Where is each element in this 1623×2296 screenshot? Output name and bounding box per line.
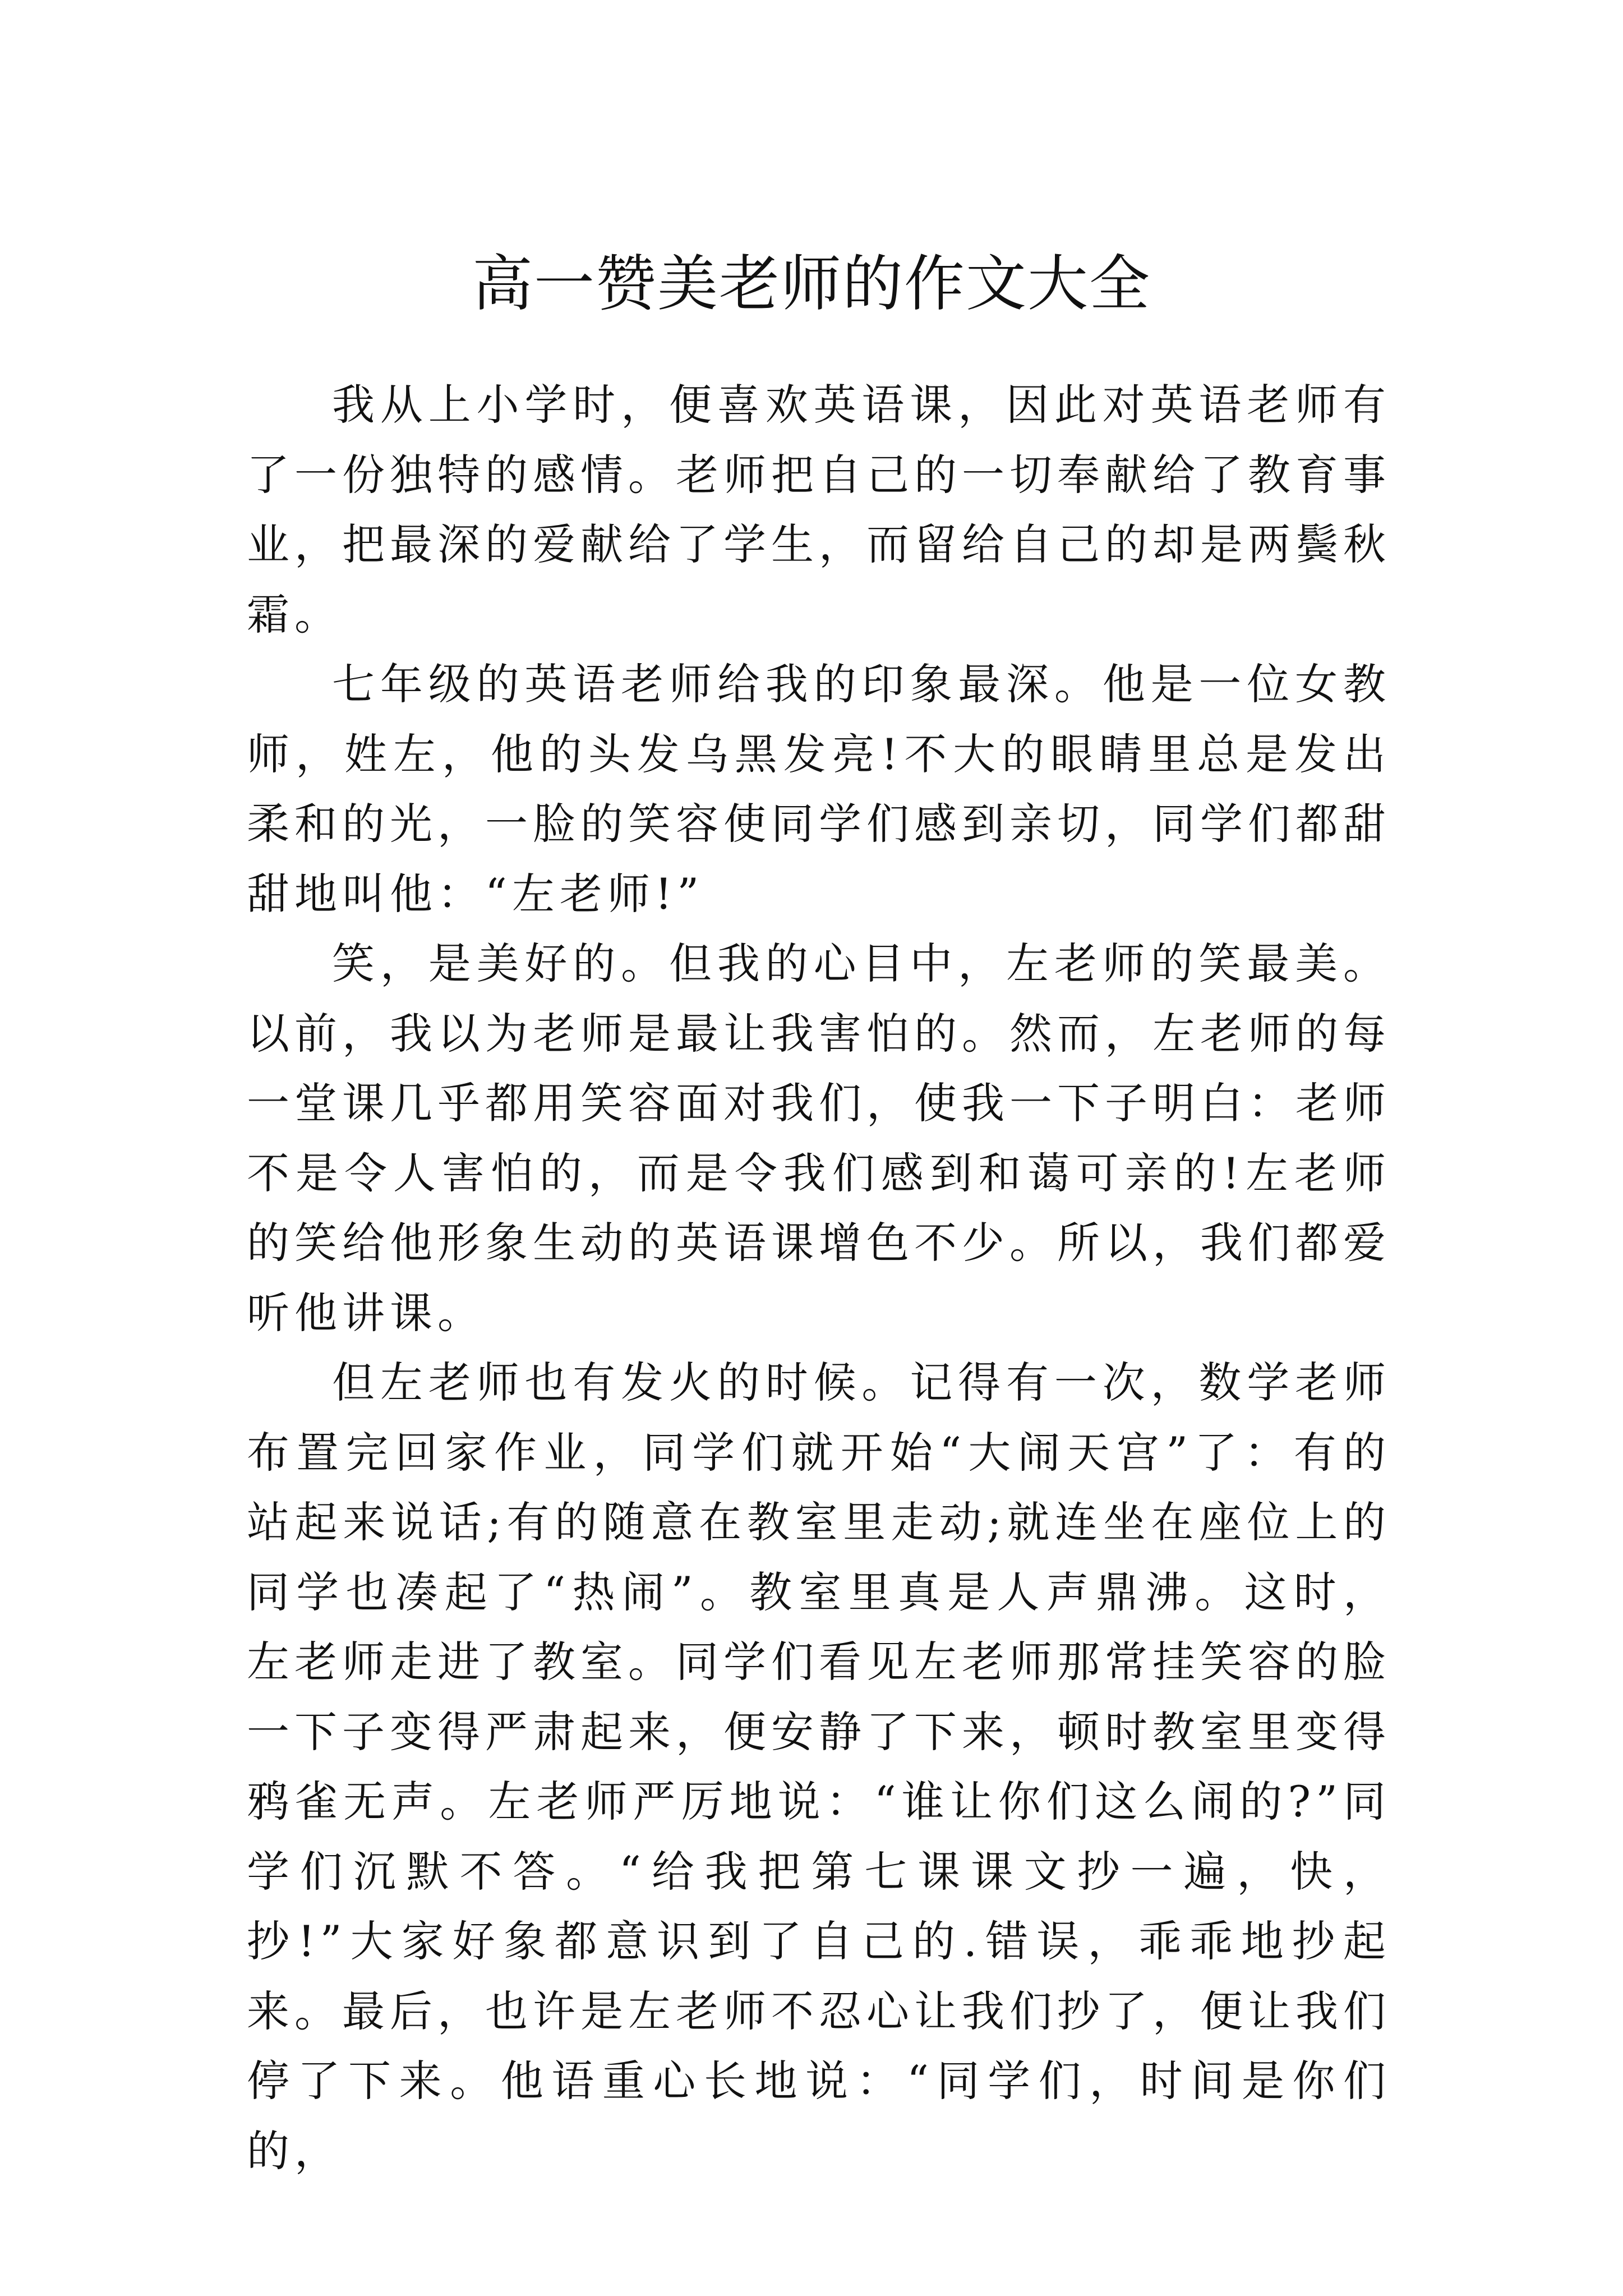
- paragraph-1: 我从上小学时，便喜欢英语课，因此对英语老师有了一份独特的感情。老师把自己的一切奉献给了教育事业，把最深的爱献给了学生，而留给自己的却是两鬓秋霜。: [247, 380, 1391, 639]
- paragraph-3: 笑，是美好的。但我的心目中，左老师的笑最美。以前，我以为老师是最让我害怕的。然而，左老师的每一堂课几乎都用笑容面对我们，使我一下子明白：老师不是令人害怕的，而是令我们感到和蔼可亲的!左老师的笑给他形象生动的英语课增色不少。所以，我们都爱听他讲课。: [247, 938, 1391, 1338]
- paragraph-4: 但左老师也有发火的时候。记得有一次，数学老师布置完回家作业，同学们就开始“大闹天宫”了：有的站起来说话;有的随意在教室里走动;就连坐在座位上的同学也凑起了“热闹”。教室里真是人声鼎沸。这时，左老师走进了教室。同学们看见左老师那常挂笑容的脸一下子变得严肃起来，便安静了下来，顿时教室里变得鸦雀无声。左老师严厉地说：“谁让你们这么闹的?”同学们沉默不答。“给我把第七课课文抄一遍，快，抄!”大家好象都意识到了自己的.错误，乖乖地抄起来。最后，也许是左老师不忍心让我们抄了，便让我们停了下来。他语重心长地说：“同学们，时间是你们的，: [247, 1358, 1391, 2176]
- document-title: 高一赞美老师的作文大全: [472, 249, 1151, 320]
- paragraph-2: 七年级的英语老师给我的印象最深。他是一位女教师，姓左，他的头发乌黑发亮!不大的眼睛里总是发出柔和的光，一脸的笑容使同学们感到亲切，同学们都甜甜地叫他：“左老师!”: [247, 659, 1391, 919]
- document-body: [247, 370, 1391, 2186]
